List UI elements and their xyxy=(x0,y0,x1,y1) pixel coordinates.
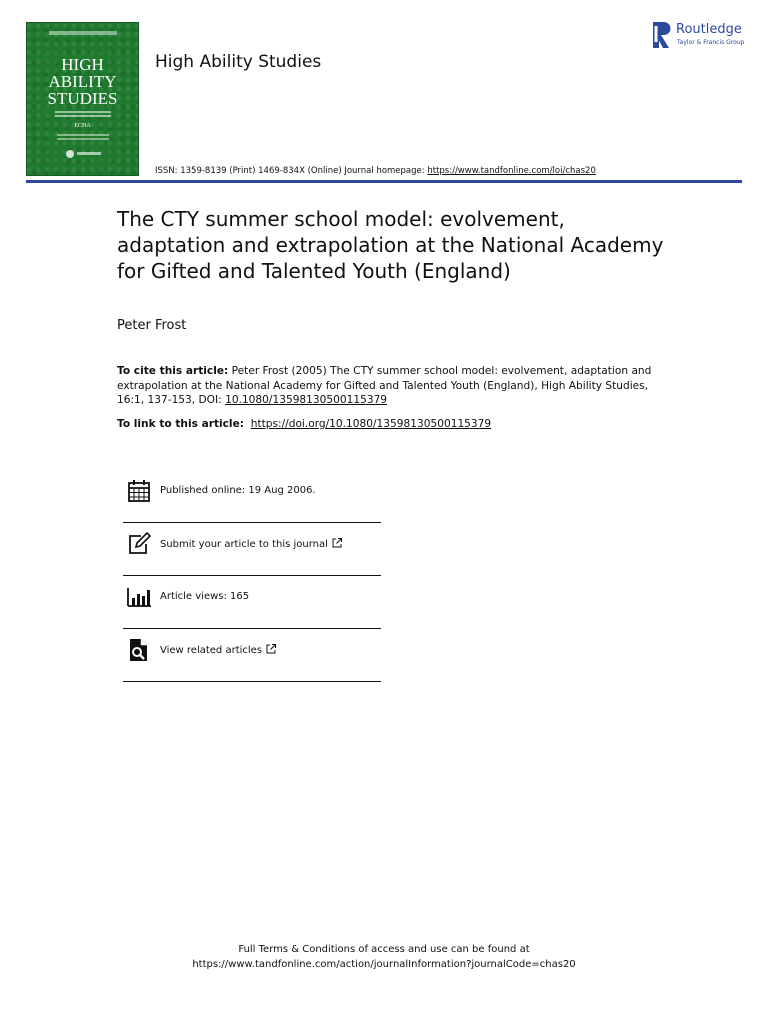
cover-decoration xyxy=(49,31,117,35)
article-views-count: Article views: 165 xyxy=(160,591,250,602)
journal-cover-image xyxy=(26,22,139,176)
routledge-logo-icon xyxy=(653,22,671,48)
publisher-logo xyxy=(653,22,748,50)
cover-title-line: STUDIES xyxy=(47,89,118,108)
related-articles-row[interactable] xyxy=(123,629,381,682)
calendar-icon xyxy=(127,479,151,503)
header-divider xyxy=(26,180,742,183)
publisher-tagline: Taylor & Francis Group xyxy=(677,39,745,46)
row-divider xyxy=(123,681,381,682)
article-info-list xyxy=(123,470,381,682)
related-articles-link[interactable] xyxy=(160,644,276,656)
doi-link[interactable]: 10.1080/13598130500115379 xyxy=(225,394,388,406)
edit-icon xyxy=(127,532,151,556)
article-author: Peter Frost xyxy=(117,318,187,333)
article-views-row xyxy=(123,576,381,629)
submit-article-row[interactable] xyxy=(123,523,381,576)
link-label: To link to this article: xyxy=(117,418,244,430)
cover-decoration xyxy=(57,134,109,136)
related-articles-label: View related articles xyxy=(160,645,263,656)
issn-line xyxy=(155,166,596,176)
published-date: Published online: 19 Aug 2006. xyxy=(160,485,316,496)
issn-text: ISSN: 1359-8139 (Print) 1469-834X (Online) Journal homepage: xyxy=(155,166,428,176)
cover-publisher-logo xyxy=(66,150,74,158)
article-title: The CTY summer school model: evolvement, adaptation and extrapolation at the National Academy for Gifted and Talented Youth (England) xyxy=(117,207,664,283)
published-row xyxy=(123,470,381,523)
external-link-icon xyxy=(332,538,342,548)
cover-decoration xyxy=(77,152,101,155)
terms-url[interactable]: https://www.tandfonline.com/action/journalInformation?journalCode=chas20 xyxy=(192,959,576,970)
cover-badge: ECHA xyxy=(74,123,91,129)
citation-label: To cite this article: xyxy=(117,365,229,377)
publisher-name: Routledge xyxy=(676,22,742,37)
citation-block xyxy=(117,364,657,408)
document-search-icon xyxy=(127,638,151,662)
terms-footer xyxy=(0,942,768,972)
article-doi-url-link[interactable]: https://doi.org/10.1080/13598130500115379 xyxy=(250,418,492,430)
terms-text: Full Terms & Conditions of access and use can be found at xyxy=(238,944,530,955)
article-link-line xyxy=(117,418,491,430)
submit-article-link[interactable] xyxy=(160,538,342,550)
journal-homepage-link[interactable]: https://www.tandfonline.com/loi/chas20 xyxy=(427,166,596,176)
submit-article-label: Submit your article to this journal xyxy=(160,539,328,550)
cover-title xyxy=(27,56,138,107)
journal-title: High Ability Studies xyxy=(155,52,322,72)
external-link-icon xyxy=(266,644,276,654)
cover-title-line: ABILITY xyxy=(48,72,117,91)
citation-text: Peter Frost (2005) The CTY summer school model: evolvement, adaptation and extrapolation at the National Academy for Gifted and Talented Youth (England), High Ability Studies, 16:1, 137-153, DOI: xyxy=(117,365,652,406)
cover-decoration xyxy=(55,111,111,113)
bar-chart-icon xyxy=(127,585,151,609)
cover-title-line: HIGH xyxy=(61,55,104,74)
